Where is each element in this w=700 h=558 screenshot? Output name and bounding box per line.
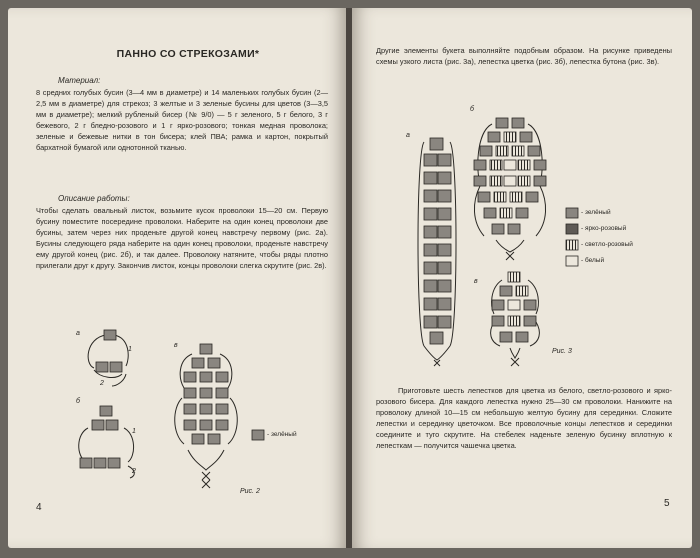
bead bbox=[424, 226, 437, 238]
bead bbox=[496, 146, 508, 156]
bead bbox=[200, 388, 212, 398]
fig2v-diagram bbox=[172, 338, 242, 488]
fig2-label: Рис. 2 bbox=[240, 488, 260, 495]
bead bbox=[184, 388, 196, 398]
fig2-number: 2 bbox=[132, 468, 136, 475]
bead bbox=[474, 160, 486, 170]
bead bbox=[438, 298, 451, 310]
fig2-letter-a: а bbox=[76, 330, 80, 337]
bead bbox=[192, 434, 204, 444]
bead bbox=[108, 458, 120, 468]
materials-text: 8 средних голубых бусин (3—4 мм в диаметре) и 14 маленьких голубых бусин (2—2,5 мм в диаметре) для стрекоз; 3 желтые и 3 зеленые бусины для цветов (3—3,5 мм в диаметре); мелкий рубленый бисер (№ 9/0) — 5 г зеленого, 5 г белого, 3 г бежевого, 2 г бледно-розового и 1 г ярко-розового; тонкая медная проволока; зеленые и бежевые нитки в тон бисера; клей ПВА; рамка и картон, покрытый бархатной бумагой или однотонной тканью. bbox=[36, 88, 328, 152]
bead bbox=[424, 190, 437, 202]
fig3v-diagram bbox=[480, 266, 550, 366]
legend-swatch-white bbox=[566, 256, 578, 266]
bead bbox=[524, 300, 536, 310]
bead bbox=[490, 176, 502, 186]
materials-heading: Материал: bbox=[58, 76, 101, 85]
bead bbox=[508, 300, 520, 310]
work-heading: Описание работы: bbox=[58, 194, 130, 203]
bead bbox=[430, 332, 443, 344]
bead bbox=[424, 280, 437, 292]
fig2-number: 1 bbox=[132, 428, 136, 435]
bead bbox=[438, 190, 451, 202]
bead bbox=[528, 146, 540, 156]
bead bbox=[478, 192, 490, 202]
bead bbox=[424, 262, 437, 274]
fig2b-diagram bbox=[74, 400, 154, 480]
bead bbox=[500, 286, 512, 296]
fig2a-diagram bbox=[78, 328, 148, 388]
page-number: 4 bbox=[36, 502, 42, 513]
bead bbox=[216, 404, 228, 414]
bead bbox=[110, 362, 122, 372]
bead bbox=[184, 404, 196, 414]
bead bbox=[512, 118, 524, 128]
bead bbox=[200, 420, 212, 430]
fig3-letter-v: в bbox=[474, 278, 478, 285]
bead bbox=[424, 316, 437, 328]
bead bbox=[200, 372, 212, 382]
bead bbox=[184, 372, 196, 382]
bead bbox=[504, 132, 516, 142]
legend-swatch-bright-pink bbox=[566, 224, 578, 234]
bead bbox=[424, 208, 437, 220]
legend-swatch-green bbox=[252, 430, 264, 440]
bead bbox=[438, 280, 451, 292]
bead bbox=[516, 332, 528, 342]
bead bbox=[526, 192, 538, 202]
fig3b-diagram bbox=[470, 112, 550, 262]
bead bbox=[438, 154, 451, 166]
bead bbox=[438, 262, 451, 274]
bead bbox=[208, 358, 220, 368]
bead bbox=[438, 172, 451, 184]
bead bbox=[500, 208, 512, 218]
legend-swatch-green bbox=[566, 208, 578, 218]
bead bbox=[184, 420, 196, 430]
bead bbox=[438, 226, 451, 238]
bead bbox=[508, 224, 520, 234]
bead bbox=[80, 458, 92, 468]
intro-text: Другие элементы букета выполняйте подобным образом. На рисунке приведены схемы узкого листа (рис. 3а), лепестка цветка (рис. 3б), лепестка бутона (рис. 3в). bbox=[376, 46, 672, 66]
page-title: ПАННО СО СТРЕКОЗАМИ* bbox=[116, 48, 260, 60]
fig3-letter-b: б bbox=[470, 106, 474, 113]
bead bbox=[508, 272, 520, 282]
bead bbox=[424, 154, 437, 166]
bead bbox=[438, 244, 451, 256]
bead bbox=[492, 316, 504, 326]
fig2-letter-v: в bbox=[174, 342, 178, 349]
bead bbox=[518, 176, 530, 186]
fig2-number: 2 bbox=[100, 380, 104, 387]
fig3-letter-a: а bbox=[406, 132, 410, 139]
bead bbox=[534, 176, 546, 186]
bead bbox=[216, 388, 228, 398]
bead bbox=[94, 458, 106, 468]
bead bbox=[208, 434, 220, 444]
right-page bbox=[352, 8, 692, 548]
page-number: 5 bbox=[664, 498, 670, 509]
bead bbox=[216, 372, 228, 382]
bead bbox=[490, 160, 502, 170]
bead bbox=[100, 406, 112, 416]
bead bbox=[430, 138, 443, 150]
bead bbox=[484, 208, 496, 218]
body-text: Приготовьте шесть лепестков для цветка из белого, светло-розового и ярко-розового бисера. Для каждого лепестка нужно 25—30 см проволоки. Нанижите на проволоку длиной 10—15 см небольшую желтую бусину для серединки. Сложите лепестки и серединку цветочком. Все проволочные концы лепестков и серединки соедините и туго скрутите. На стебелек наденьте зеленую бусинку вплотную к лепесткам — получится чашечка цветка. bbox=[376, 386, 672, 450]
legend-label-light-pink: - светло-розовый bbox=[581, 241, 633, 248]
work-text: Чтобы сделать овальный листок, возьмите кусок проволоки 15—20 см. Первую бусину поместите посередине проволоки. Наберите на один конец проволоки две бусины, затем через них проденьте другой конец навстречу первому (рис. 2а). Бусины следующего ряда наберите на один конец проволоки, проденьте навстречу ему другой конец (рис. 2б), и так далее. Проволоку натяните, чтобы ряды плотно прилегали друг к другу. Закончив листок, концы проволоки слегка скрутите (рис. 2в). bbox=[36, 206, 328, 270]
bead bbox=[494, 192, 506, 202]
legend-label-white: - белый bbox=[581, 257, 605, 264]
left-page bbox=[8, 8, 346, 548]
legend-label-green: - зелёный bbox=[581, 209, 611, 216]
bead bbox=[106, 420, 118, 430]
bead bbox=[510, 192, 522, 202]
legend-label-bright-pink: - ярко-розовый bbox=[581, 225, 627, 232]
bead bbox=[424, 172, 437, 184]
fig2-number: 1 bbox=[128, 346, 132, 353]
bead bbox=[424, 244, 437, 256]
bead bbox=[216, 420, 228, 430]
bead bbox=[200, 344, 212, 354]
fig3a-diagram bbox=[412, 132, 462, 372]
fig3-label: Рис. 3 bbox=[552, 348, 572, 355]
bead bbox=[474, 176, 486, 186]
bead bbox=[512, 146, 524, 156]
bead bbox=[200, 404, 212, 414]
bead bbox=[504, 160, 516, 170]
bead bbox=[492, 224, 504, 234]
legend-label-green: - зелёный bbox=[267, 431, 297, 438]
bead bbox=[504, 176, 516, 186]
bead bbox=[518, 160, 530, 170]
bead bbox=[500, 332, 512, 342]
bead bbox=[496, 118, 508, 128]
bead bbox=[508, 316, 520, 326]
bead bbox=[192, 358, 204, 368]
bead bbox=[534, 160, 546, 170]
bead bbox=[424, 298, 437, 310]
bead bbox=[480, 146, 492, 156]
bead bbox=[516, 286, 528, 296]
legend-swatch-light-pink bbox=[566, 240, 578, 250]
bead bbox=[492, 300, 504, 310]
bead bbox=[488, 132, 500, 142]
bead bbox=[96, 362, 108, 372]
bead bbox=[438, 208, 451, 220]
bead bbox=[92, 420, 104, 430]
bead bbox=[520, 132, 532, 142]
bead bbox=[524, 316, 536, 326]
fig2-letter-b: б bbox=[76, 398, 80, 405]
bead bbox=[516, 208, 528, 218]
bead bbox=[438, 316, 451, 328]
bead bbox=[104, 330, 116, 340]
